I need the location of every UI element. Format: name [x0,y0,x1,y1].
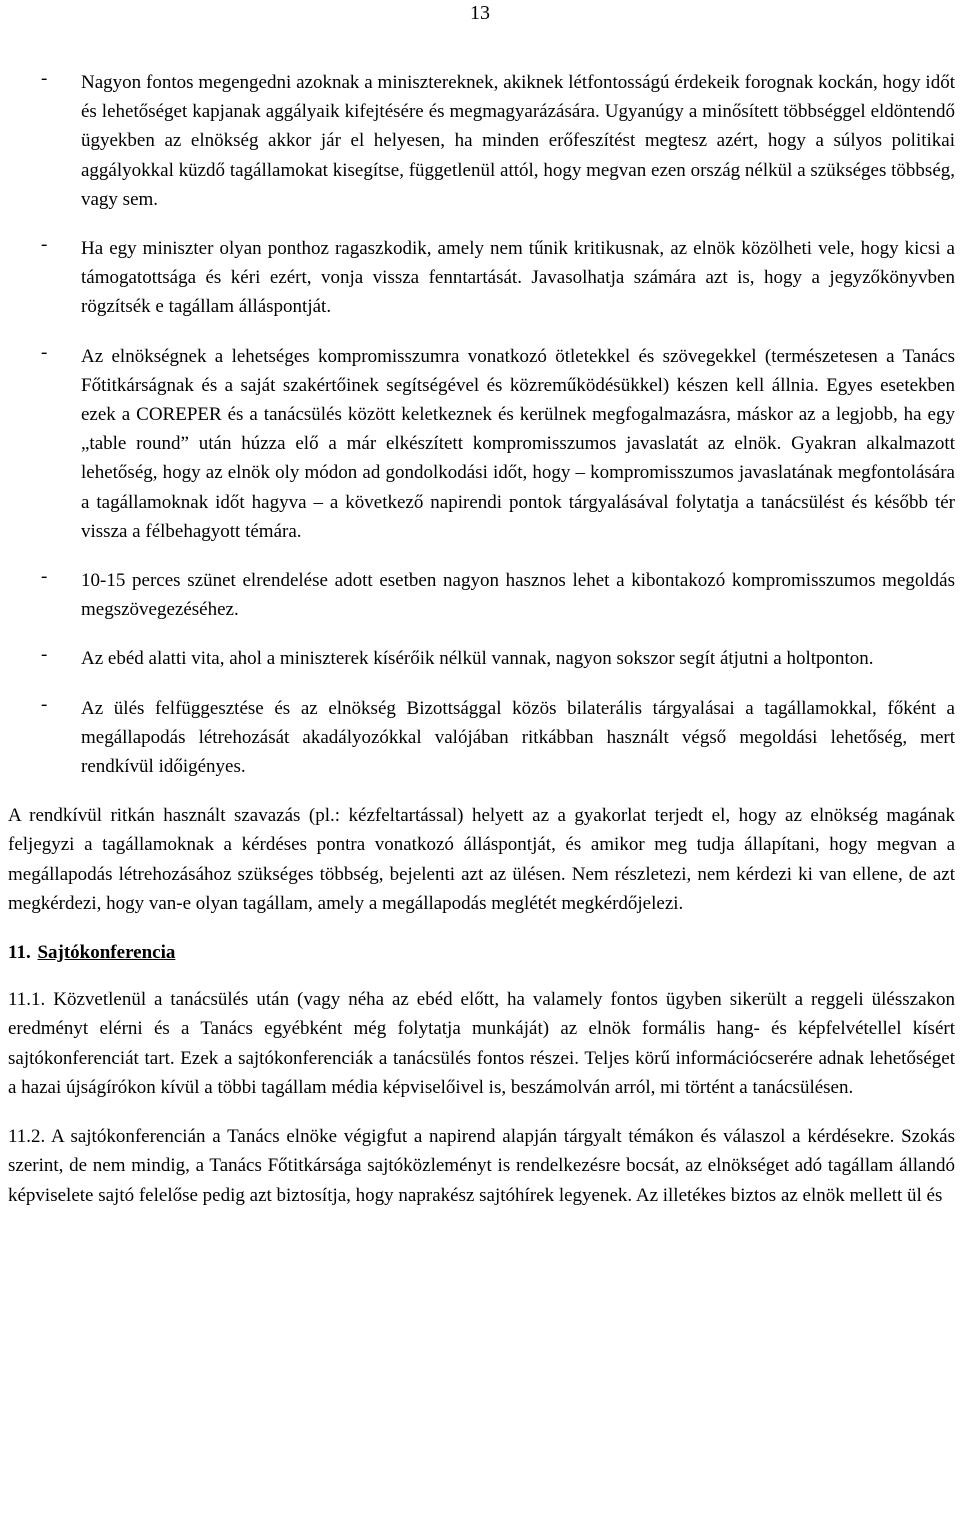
list-item-text: Az elnökségnek a lehetséges kompromisszumra vonatkozó ötletekkel és szövegekkel (természetesen a Tanács Főtitkárságnak és a saját szakértőinek segítségével és közreműködésükkel) készen kell állnia. Egyes esetekben ezek a COREPER és a tanácsülés között keletkeznek és kerülnek megfogalmazásra, máskor az a legjobb, ha egy „table round” után húzza elő a már elkészített kompromisszumos javaslatát az elnök. Gyakran alkalmazott lehetőség, hogy az elnök oly módon ad gondolkodási időt, hogy – kompromisszumos javaslatának megfontolására a tagállamoknak időt hagyva – a következő napirendi pontok tárgyalásával folytatja a tanácsülést és később tér vissza a félbehagyott témára. [81,345,955,542]
document-body [8,68,955,1210]
section-number: 11. [8,942,31,964]
subsection-text: A sajtókonferencián a Tanács elnöke végigfut a napirend alapján tárgyalt témákon és válaszol a kérdésekre. Szokás szerint, de nem mindig, a Tanács Főtitkársága sajtóközleményt is rendelkezésre bocsát, az elnökséget adó tagállam állandó képviselete sajtó felelőse pedig azt biztosítja, hogy naprakész sajtóhírek legyenek. Az illetékes biztos az elnök mellett ül és [8,1126,955,1206]
subsection-text: Közvetlenül a tanácsülés után (vagy néha az ebéd előtt, ha valamely fontos ügyben sikerült a reggeli ülésszakon eredményt elérni és a Tanács egyébként még folytatja munkáját) az elnök formális hang- és képfelvétellel kísért sajtókonferenciát tart. Ezek a sajtókonferenciák a tanácsülés fontos részei. Teljes körű információcserére adnak lehetőséget a hazai újságírókon kívül a többi tagállam média képviselőivel is, beszámolván arról, mi történt a tanácsülésen. [8,989,956,1098]
subsection-11-2 [8,1122,955,1210]
list-dash: - [41,68,48,89]
list-item-text: Nagyon fontos megengedni azoknak a minisztereknek, akiknek létfontosságú érdekeik forognak kockán, hogy időt és lehetőséget kapjanak aggályaik kifejtésére és megmagyarázására. Ugyanúgy a minősített többséggel eldöntendő ügyekben az elnökség akkor jár el helyesen, ha minden erőfeszítést megtesz azért, hogy a súlyos politikai aggályokkal küzdő tagállamokat kisegítse, függetlenül attól, hogy megvan ezen ország nélkül a szükséges többség, vagy sem. [81,72,955,210]
subsection-11-1 [8,985,955,1102]
list-item-text: 10-15 perces szünet elrendelése adott esetben nagyon hasznos lehet a kibontakozó kompromisszumos megoldás megszövegezéséhez. [81,570,955,621]
paragraph-vote: A rendkívül ritkán használt szavazás (pl.: kézfeltartással) helyett az a gyakorlat terjedt el, hogy az elnökség magának feljegyzi a tagállamoknak a kérdéses pontra vonatkozó álláspontját, és amikor meg tudja állapítani, hogy megvan a megállapodás létrehozásához szükséges többség, bejelenti azt az ülésen. Nem részletezi, nem kérdezi ki van ellene, de azt megkérdezi, hogy van-e olyan tagállam, amely a megállapodás meglétét megkérdőjelezi. [8,805,955,914]
list-item-text: Az ülés felfüggesztése és az elnökség Bizottsággal közös bilaterális tárgyalásai a tagállamokkal, főként a megállapodás létrehozását akadályozókkal valójában ritkábban használt végső megoldási lehetőség, mert rendkívül időigényes. [81,697,955,778]
list-item [8,644,955,673]
subsection-number: 11.2. [8,1126,46,1148]
list-item [8,234,955,322]
list-dash: - [41,644,48,666]
list-item [8,566,955,624]
list-item-text: Ha egy miniszter olyan ponthoz ragaszkodik, amely nem tűnik kritikusnak, az elnök közölheti vele, hogy kicsi a támogatottsága és kéri ezért, vonja vissza fenntartását. Javasolhatja számára azt is, hogy a jegyzőkönyvben rögzítsék e tagállam álláspontját. [81,238,955,318]
list-dash: - [41,566,48,588]
list-item [8,694,955,782]
list-dash: - [41,693,48,715]
list-item-text: Az ebéd alatti vita, ahol a miniszterek kísérőik nélkül vannak, nagyon sokszor segít átjutni a holtponton. [81,648,874,670]
subsection-number: 11.1. [8,989,46,1011]
page-number: 13 [470,2,490,24]
list-item [8,342,955,546]
list-dash: - [41,234,48,256]
section-title: Sajtókonferencia [37,942,176,964]
list-item [8,68,955,214]
list-dash: - [41,341,48,363]
section-heading [8,938,955,967]
